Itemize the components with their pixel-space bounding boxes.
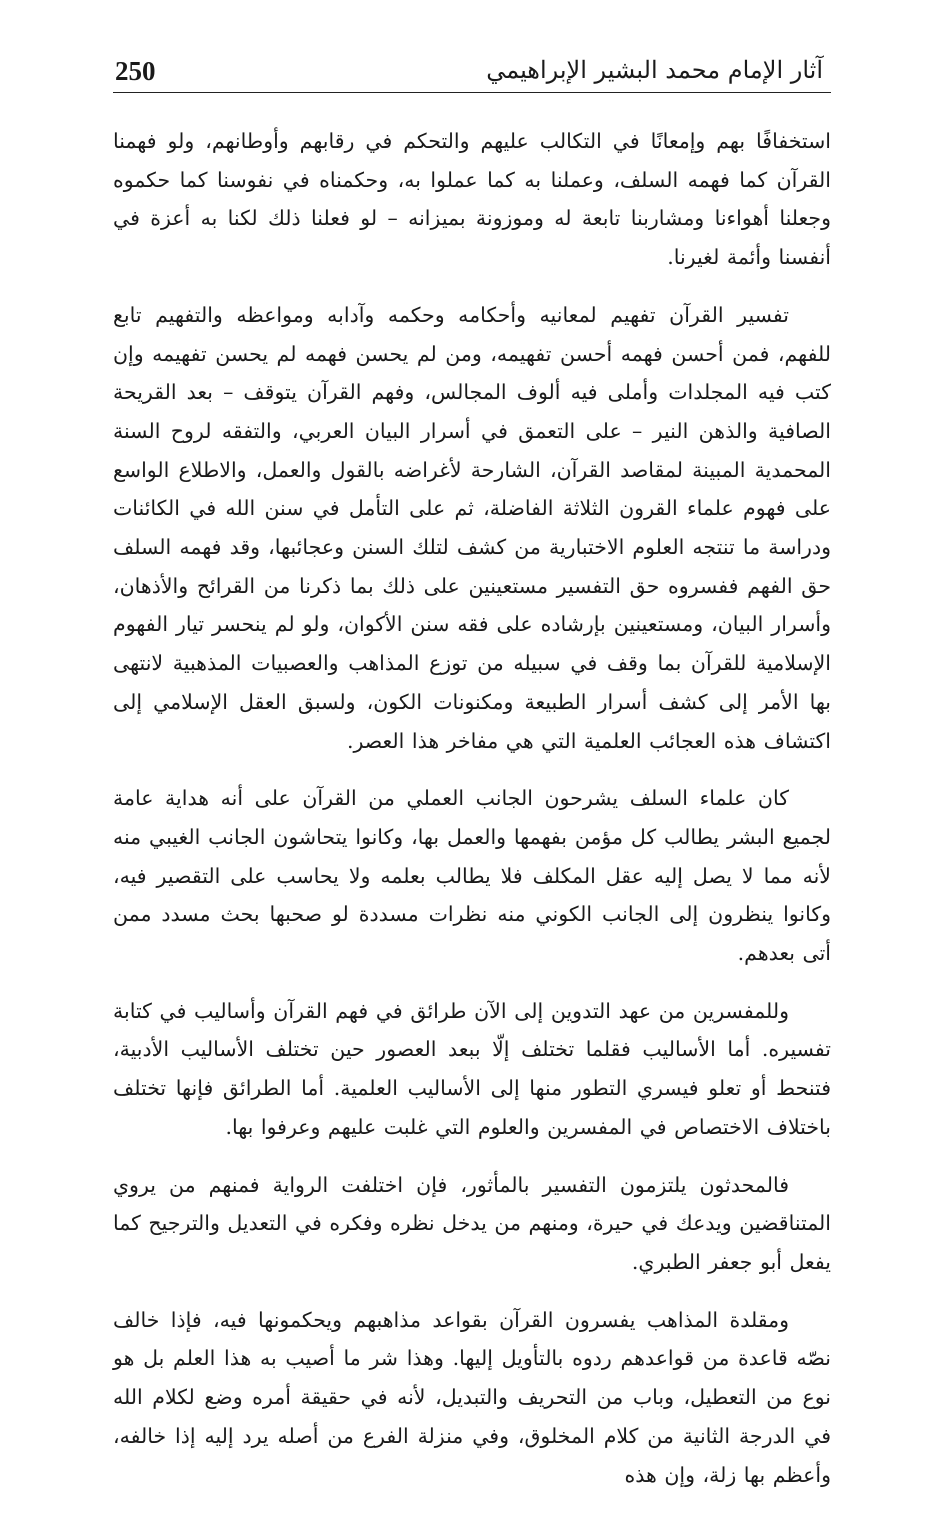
page-number: 250 <box>115 56 156 86</box>
paragraph: كان علماء السلف يشرحون الجانب العملي من القرآن على أنه هداية عامة لجميع البشر يطالب كل مؤمن بفهمها والعمل بها، وكانوا يتحاشون الجانب الغيبي منه لأنه مما لا يصل إليه عقل المكلف فلا يطالب بعلمه ولا يحاسب على التقصير فيه، وكانوا ينظرون إلى الجانب الكوني منه نظرات مسددة لو صحبها بحث مسدد ممن أتى بعدهم. <box>113 786 831 966</box>
body-text <box>113 122 831 1513</box>
paragraph: تفسير القرآن تفهيم لمعانيه وأحكامه وحكمه وآدابه ومواعظه والتفهيم تابع للفهم، فمن أحسن فهمه أحسن تفهيمه، ومن لم يحسن فهمه لم يحسن تفهيمه وإن كتب فيه المجلدات وأملى فيه ألوف المجالس، وفهم القرآن يتوقف – بعد القريحة الصافية والذهن النير – على التعمق في أسرار البيان العربي، والتفقه لروح السنة المحمدية المبينة لمقاصد القرآن، الشارحة لأغراضه بالقول والعمل، والاطلاع الواسع على فهوم علماء القرون الثلاثة الفاضلة، ثم على التأمل في سنن الله في الكائنات ودراسة ما تنتجه العلوم الاختبارية من كشف لتلك السنن وعجائبها، وقد فهمه السلف حق الفهم ففسروه حق التفسير مستعينين على ذلك بما ذكرنا من القرائح والأذهان، وأسرار البيان، ومستعينين بإرشاده على فقه سنن الأكوان، ولو لم ينحسر تيار الفهوم الإسلامية للقرآن بما وقف في سبيله من توزع المذاهب والعصبيات المذهبية لانتهى بها الأمر إلى كشف أسرار الطبيعة ومكنونات الكون، ولسبق العقل الإسلامي إلى اكتشاف هذه العجائب العلمية التي هي مفاخر هذا العصر. <box>113 302 831 753</box>
running-title: آثار الإمام محمد البشير الإبراهيمي <box>486 56 823 84</box>
page-header <box>113 52 831 93</box>
paragraph: وللمفسرين من عهد التدوين إلى الآن طرائق في فهم القرآن وأساليب في كتابة تفسيره. أما الأساليب فقلما تختلف إلّا ببعد العصور حين تختلف الأساليب الأدبية، فتنحط أو تعلو فيسري التطور منها إلى الأساليب العلمية. أما الطرائق فإنها تختلف باختلاف الاختصاص في المفسرين والعلوم التي غلبت عليهم وعرفوا بها. <box>113 998 831 1139</box>
paragraph: استخفافًا بهم وإمعانًا في التكالب عليهم والتحكم في رقابهم وأوطانهم، ولو فهمنا القرآن كما فهمه السلف، وعملنا به كما عملوا به، وحكمناه في نفوسنا كما حكموه وجعلنا أهواءنا ومشاربنا تابعة له وموزونة بميزانه – لو فعلنا ذلك لكنا به أعزة في أنفسنا وأئمة لغيرنا. <box>113 129 831 270</box>
paragraph: ومقلدة المذاهب يفسرون القرآن بقواعد مذاهبهم ويحكمونها فيه، فإذا خالف نصّه قاعدة من قواعدهم ردوه بالتأويل إليها. وهذا شر ما أصيب به هذا العلم بل هو نوع من التعطيل، وباب من التحريف والتبديل، لأنه في حقيقة أمره وضع لكلام الله في الدرجة الثانية من كلام المخلوق، وفي منزلة الفرع من أصله يرد إليه إذا خالفه، وأعظم بها زلة، وإن هذه <box>113 1307 831 1487</box>
paragraph: فالمحدثون يلتزمون التفسير بالمأثور، فإن اختلفت الرواية فمنهم من يروي المتناقضين ويدعك في حيرة، ومنهم من يدخل نظره وفكره في التعديل والترجيح كما يفعل أبو جعفر الطبري. <box>113 1172 831 1274</box>
